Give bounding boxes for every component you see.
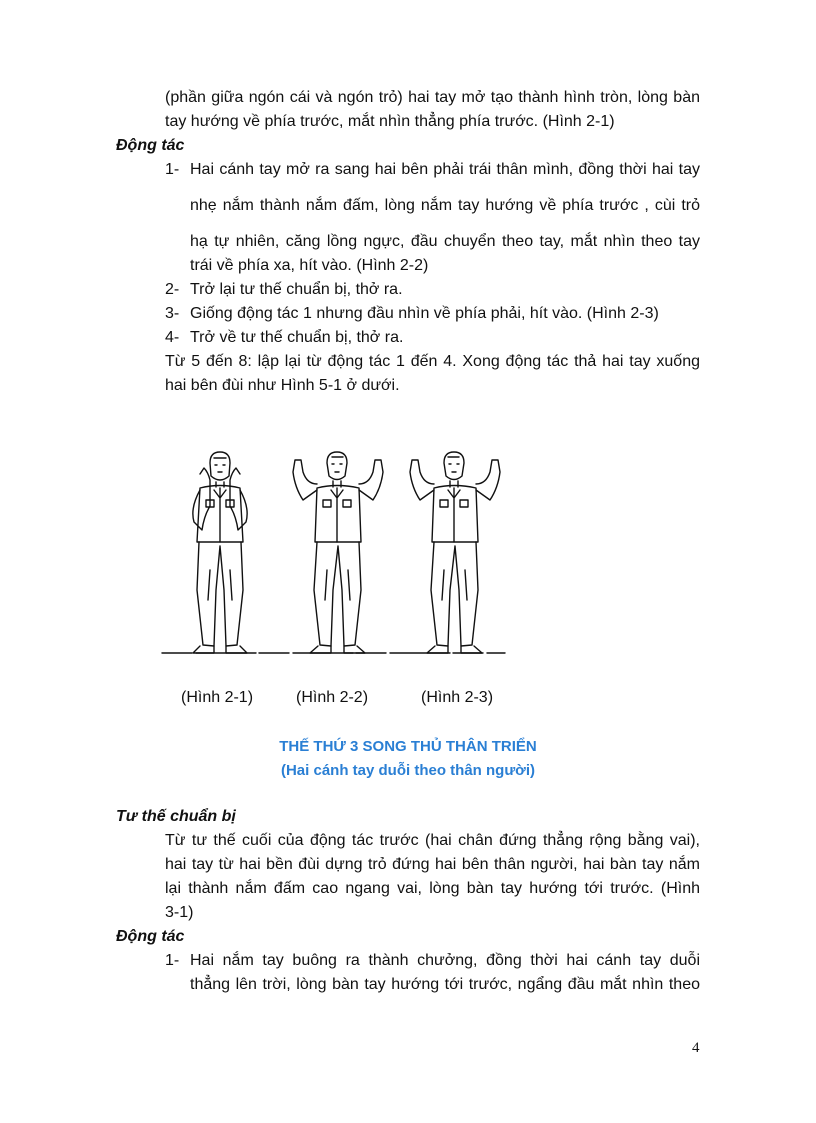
- step-number: 1-: [165, 161, 180, 178]
- figure-caption-2-2: (Hình 2-2): [296, 689, 369, 706]
- step-line: Hai cánh tay mở ra sang hai bên phải trái thân mình, đồng thời hai tay: [190, 161, 700, 178]
- step-number: 2-: [165, 281, 180, 298]
- paragraph-line: hai bên đùi như Hình 5-1 ở dưới.: [165, 377, 400, 394]
- paragraph-line: lại thành nắm đấm cao ngang vai, lòng bàn tay hướng tới trước. (Hình: [165, 880, 700, 897]
- section-title: THẾ THỨ 3 SONG THỦ THÂN TRIỂN: [279, 738, 537, 755]
- paragraph-line: (phần giữa ngón cái và ngón trỏ) hai tay mở tạo thành hình tròn, lòng bàn: [165, 89, 700, 106]
- paragraph-line: 3-1): [165, 904, 194, 921]
- paragraph-line: Từ 5 đến 8: lập lại từ động tác 1 đến 4. Xong động tác thả hai tay xuống: [165, 353, 700, 370]
- step-line: Trở về tư thế chuẩn bị, thở ra.: [190, 329, 404, 346]
- step-line: nhẹ nắm thành nắm đấm, lòng nắm tay hướng về phía trước , cùi trỏ: [190, 197, 700, 214]
- step-line: Hai nắm tay buông ra thành chưởng, đồng thời hai cánh tay duỗi: [190, 952, 700, 969]
- step-number: 1-: [165, 952, 180, 969]
- section-heading-dong-tac: Động tác: [116, 137, 185, 154]
- section-subtitle: (Hai cánh tay duỗi theo thân người): [280, 762, 536, 779]
- figure-caption-2-3: (Hình 2-3): [421, 689, 494, 706]
- section-heading-dong-tac-2: Động tác: [116, 928, 185, 945]
- exercise-illustration: [160, 450, 520, 660]
- figure-hinh-2-2: [293, 452, 383, 653]
- step-number: 3-: [165, 305, 180, 322]
- paragraph-line: hai tay từ hai bền đùi dựng trỏ đứng hai bên thân người, hai bàn tay nắm: [165, 856, 700, 873]
- section-heading-tu-the: Tư thế chuẩn bị: [116, 808, 236, 825]
- paragraph-line: tay hướng về phía trước, mắt nhìn thẳng phía trước. (Hình 2-1): [165, 113, 615, 130]
- figure-hinh-2-1: [193, 452, 247, 653]
- figure-hinh-2-3: [410, 452, 500, 653]
- step-number: 4-: [165, 329, 180, 346]
- step-line: trái về phía xa, hít vào. (Hình 2-2): [190, 257, 429, 274]
- step-line: Giống động tác 1 nhưng đầu nhìn về phía phải, hít vào. (Hình 2-3): [190, 305, 659, 322]
- paragraph-line: Từ tư thế cuối của động tác trước (hai chân đứng thẳng rộng bằng vai),: [165, 832, 700, 849]
- figure-caption-2-1: (Hình 2-1): [181, 689, 254, 706]
- step-line: hạ tự nhiên, căng lồng ngực, đầu chuyển theo tay, mắt nhìn theo tay: [190, 233, 700, 250]
- step-line: Trở lại tư thế chuẩn bị, thở ra.: [190, 281, 403, 298]
- page-number: 4: [692, 1040, 700, 1056]
- step-line: thẳng lên trời, lòng bàn tay hướng tới trước, ngẩng đầu mắt nhìn theo: [190, 976, 700, 993]
